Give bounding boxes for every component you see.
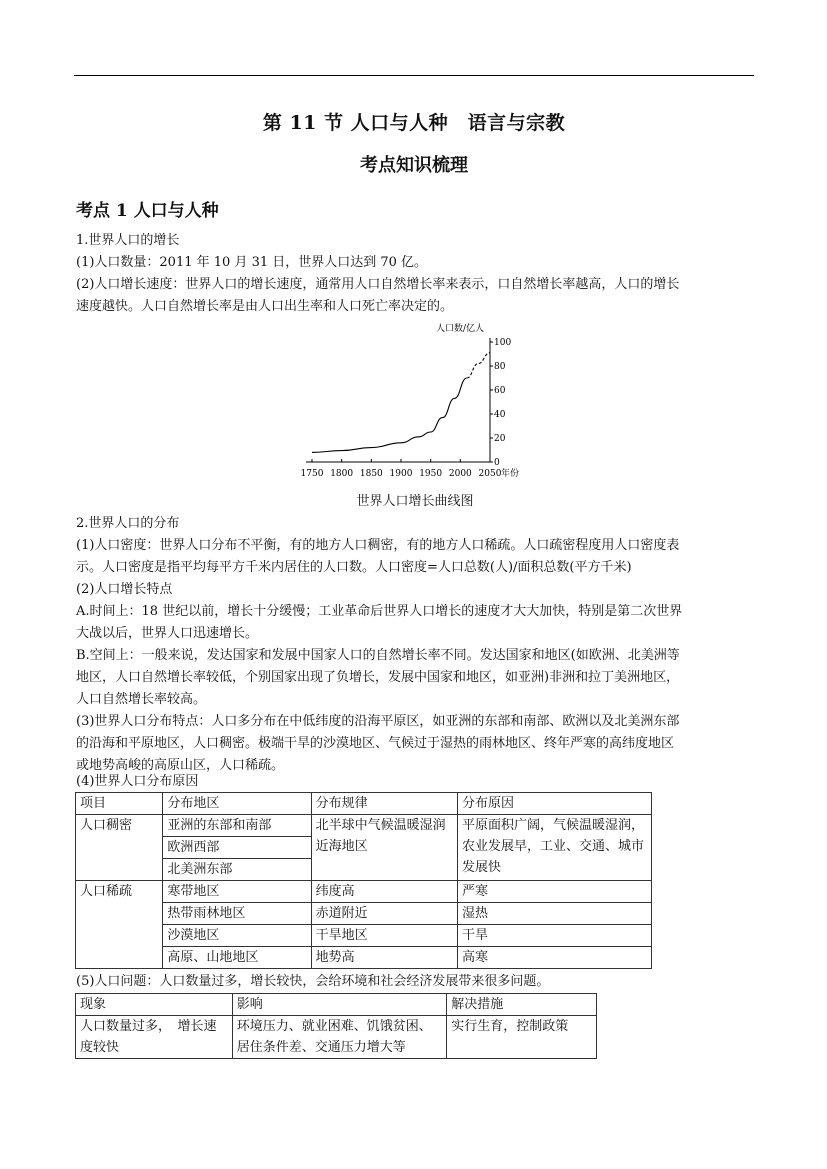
population-chart [298,318,538,488]
table-cell: 纬度高 [311,881,457,903]
paragraph: B.空间上：一般来说，发达国家和发展中国家人口的自然增长率不同。发达国家和地区(如欧洲、北美洲等 [76,648,680,663]
table-cell: 干旱地区 [311,925,457,947]
y-axis-label: 人口数/亿人 [435,324,484,334]
x-tick-label: 2000 [448,469,472,479]
table-cell: 人口稠密 [76,815,163,881]
table-cell: 赤道附近 [311,903,457,925]
table-header-row [76,994,597,1016]
table-cell: 地势高 [311,947,457,969]
paragraph: (4)世界人口分布原因 [76,774,199,789]
population-problem-table [75,993,597,1059]
table-row [76,947,652,969]
table-header-cell: 分布原因 [457,793,651,815]
projected-population-line [467,353,490,378]
table-header-cell: 影响 [232,994,447,1016]
paragraph-heading: 2.世界人口的分布 [76,516,180,531]
table-header-row [76,793,652,815]
table-header-cell: 项目 [76,793,163,815]
x-tick-label: 1900 [389,469,413,479]
table-cell: 高原、山地地区 [163,947,311,969]
table-cell: 湿热 [457,903,651,925]
paragraph: A.时间上：18 世纪以前，增长十分缓慢；工业革命后世界人口增长的速度才大大加快，特别是第二次世界 [76,604,683,619]
x-tick-label: 2050 [478,469,502,479]
table-header-cell: 分布地区 [163,793,311,815]
population-distribution-table [75,792,652,969]
paragraph: 人口自然增长率较高。 [76,692,207,707]
paragraph: (1)人口密度：世界人口分布不平衡，有的地方人口稠密，有的地方人口稀疏。人口疏密程度用人口密度表 [76,538,680,553]
table-cell: 平原面积广阔，气候温暖湿润，农业发展早，工业、交通、城市发展快 [457,815,651,881]
table-cell: 欧洲西部 [163,837,311,859]
paragraph: 的沿海和平原地区，人口稠密。极端干旱的沙漠地区、气候过于湿热的雨林地区、终年严寒的高纬度地区 [76,736,675,751]
y-tick-label: 0 [494,458,500,468]
table-header-cell: 分布规律 [311,793,457,815]
table-cell: 北美洲东部 [163,859,311,881]
paragraph: 大战以后，世界人口迅速增长。 [76,626,259,641]
y-tick-label: 80 [494,362,506,372]
header-rule [74,75,754,76]
x-axis-label: 年份 [501,469,520,479]
y-tick-label: 40 [494,410,506,420]
table-cell: 寒带地区 [163,881,311,903]
paragraph: (3)世界人口分布特点：人口多分布在中低纬度的沿海平原区，如亚洲的东部和南部、欧洲以及北美洲东部 [76,714,680,729]
table-cell: 人口稀疏 [76,881,163,969]
table-header-cell: 解决措施 [447,994,597,1016]
paragraph: 示。人口密度是指平均每平方千米内居住的人口数。人口密度=人口总数(人)/面积总数(平方千米) [76,560,632,575]
y-tick-label: 100 [494,338,512,348]
paragraph: 速度越快。人口自然增长率是由人口出生率和人口死亡率决定的。 [76,299,454,314]
paragraph: 或地势高峻的高原山区，人口稀疏。 [76,758,285,773]
table-row [76,881,652,903]
table-cell: 亚洲的东部和南部 [163,815,311,837]
paragraph: (2)人口增长特点 [76,582,173,597]
paragraph-heading: 1.世界人口的增长 [76,233,180,248]
table-cell: 沙漠地区 [163,925,311,947]
table-row [76,815,652,837]
page-subtitle: 考点知识梳理 [360,155,468,176]
x-tick-label: 1800 [330,469,354,479]
x-tick-label: 1750 [300,469,324,479]
table-cell: 环境压力、就业困难、饥饿贫困、居住条件差、交通压力增大等 [232,1016,447,1059]
paragraph: 地区，人口自然增长率较低，个别国家出现了负增长，发展中国家和地区，如亚洲)非洲和拉丁美洲地区， [76,670,680,685]
paragraph: (1)人口数量：2011 年 10 月 31 日，世界人口达到 70 亿。 [76,255,428,270]
y-tick-label: 60 [494,386,506,396]
table-cell: 实行生育，控制政策 [447,1016,597,1059]
table-cell: 严寒 [457,881,651,903]
table-cell: 高寒 [457,947,651,969]
table-cell: 热带雨林地区 [163,903,311,925]
paragraph: (5)人口问题：人口数量过多，增长较快，会给环境和社会经济发展带来很多问题。 [76,974,550,989]
table-cell: 人口数量过多， 增长速度较快 [76,1016,233,1059]
population-line [312,378,467,452]
table-row [76,903,652,925]
table-row [76,925,652,947]
paragraph: (2)人口增长速度：世界人口的增长速度，通常用人口自然增长率来表示，口自然增长率越高，人口的增长 [76,277,680,292]
x-tick-label: 1850 [359,469,383,479]
y-tick-label: 20 [494,434,506,444]
chart-caption: 世界人口增长曲线图 [356,494,474,509]
table-header-cell: 现象 [76,994,233,1016]
x-tick-label: 1950 [419,469,443,479]
table-cell: 干旱 [457,925,651,947]
section-heading: 考点 1 人口与人种 [76,201,219,221]
table-row [76,1016,597,1059]
page-title: 第 11 节 人口与人种 语言与宗教 [262,112,566,134]
table-cell: 北半球中气候温暖湿润近海地区 [311,815,457,881]
